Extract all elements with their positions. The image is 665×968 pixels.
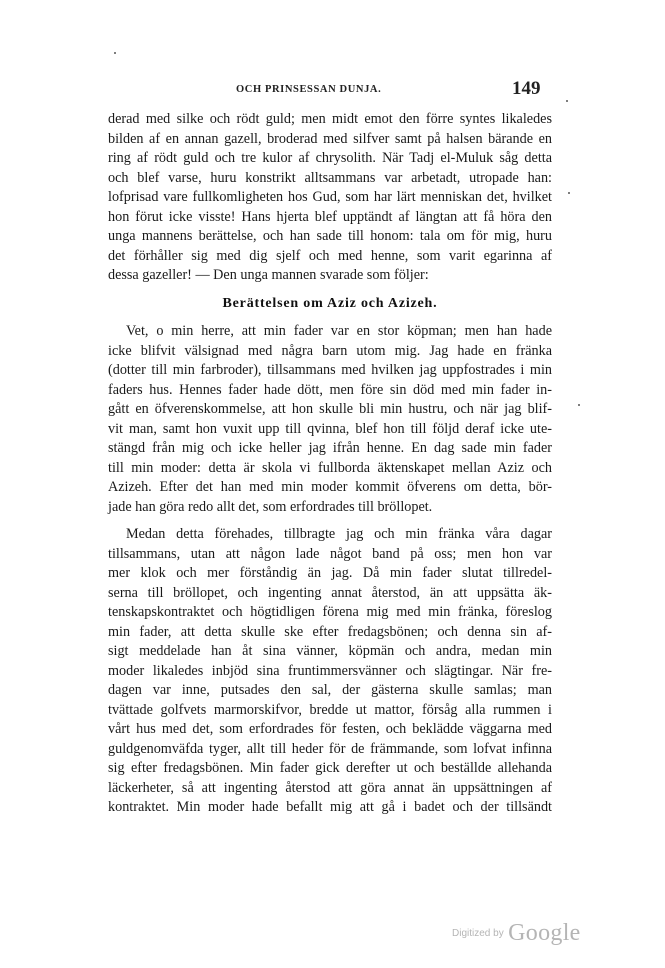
text-line: läckerheter, så att ingenting återstod att göra annat än uppsättningen af [108,779,552,796]
text-line: bilden af en annan gazell, broderad med silfver samt på halsen bärande en [108,130,552,147]
text-line: tillsammans, utan att någon lade något band på oss; men hon var [108,545,552,562]
text-line: guldgenomväfda tyger, allt till heder för de främmande, som lofvat infinna [108,740,552,757]
text-line: vårt hus med det, som erfordrades för festen, och beklädde väggarna med [108,721,552,737]
running-title: OCH PRINSESSAN DUNJA. [236,84,382,95]
text-line: tvättade golfvets marmorskifvor, bredde ut mattor, försåg alla rummen i [108,701,552,718]
section-heading: Berättelsen om Aziz och Azizeh. [222,296,438,311]
text-line: Medan detta förehades, tillbragte jag och min fränka våra dagar [126,526,552,542]
text-line: (dotter till min farbroder), tillsammans med hvilken jag uppfostrades i min [108,362,552,378]
text-line: dagen var inne, putsades den sal, der gästerna skulle samlas; man [108,682,552,698]
paragraph-2 [108,322,552,517]
text-line: det förhåller sig med dig sjelf och med henne, som varit egarinna af [108,247,552,264]
paper-speck [566,100,568,102]
digitized-watermark [452,920,581,947]
text-line: jade han göra redo allt det, som erfordrades till bröllopet. [108,498,433,515]
page-number: 149 [512,78,541,99]
text-line: serna till bröllopet, och ingenting annat återstod, än att uppsätta äk- [108,584,552,601]
text-line: mer klok och mer förståndig än jag. Då min fader slutat tillredel- [108,565,552,581]
text-line: Vet, o min herre, att min fader var en stor köpman; men han hade [126,323,552,339]
text-line: moder likaledes inbjöd sina fruntimmersvänner och slägtingar. När fre- [108,662,552,679]
text-line: Azizeh. Efter det han med min moder kommit öfverens om detta, bör- [108,479,552,495]
text-line: vit man, samt hon vuxit upp till qvinna, blef hon till följd deraf icke ute- [108,420,552,437]
text-line: stängd från mig och icke heller jag ifrån henne. En dag sade min fader [108,440,552,456]
text-line: kontraktet. Min moder hade befallt mig att gå i badet och der tillsändt [108,799,552,815]
paragraph-3 [108,525,552,818]
text-line: faders hus. Hennes fader hade dött, men före sin död med min fader in- [108,381,552,398]
text-line: unga mannens berättelse, och han sade till honom: tala om för mig, huru [108,228,552,244]
paragraph-1 [108,110,552,286]
text-line: min fader, att detta skulle ske efter fredagsbönen; och denna sin af- [108,623,552,640]
text-line: icke blifvit välsignad med några barn utom mig. Jag hade en fränka [108,342,552,359]
paper-speck [578,404,580,406]
text-line: dessa gazeller! — Den unga mannen svarade som följer: [108,267,429,283]
text-line: tenskapskontraktet och högtidligen förena mig med min fränka, föreslog [108,604,552,620]
text-line: sig efter fredagsbönen. Min fader gick derefter ut och beställde allehanda [108,760,552,776]
text-line: lofprisad vare fullkomligheten hos Gud, som har lärt menniskan det, hvilket [108,189,552,205]
paper-speck [114,52,116,54]
paper-speck [568,192,570,194]
watermark-brand: Google [508,920,581,946]
text-line: ring af rödt guld och tre kulor af chrysolith. När Tadj el-Muluk såg detta [108,150,552,166]
text-line: sigt meddelade han åt sina vänner, köpmän och andra, medan min [108,643,552,659]
text-line: och blef varse, huru konstrikt alltsammans var arbetadt, utropade han: [108,169,552,186]
text-line: gått en öfverenskommelse, att hon skulle bli min hustru, och när jag blif- [108,401,552,417]
watermark-prefix: Digitized by [452,928,504,939]
text-line: derad med silke och rödt guld; men midt emot den förre syntes likaledes [108,111,552,127]
text-line: till min moder: detta är skola vi fullborda äktenskapet mellan Aziz och [108,459,552,476]
text-line: hon förut icke visste! Hans hjerta blef upptändt af längtan att få höra den [108,208,552,225]
